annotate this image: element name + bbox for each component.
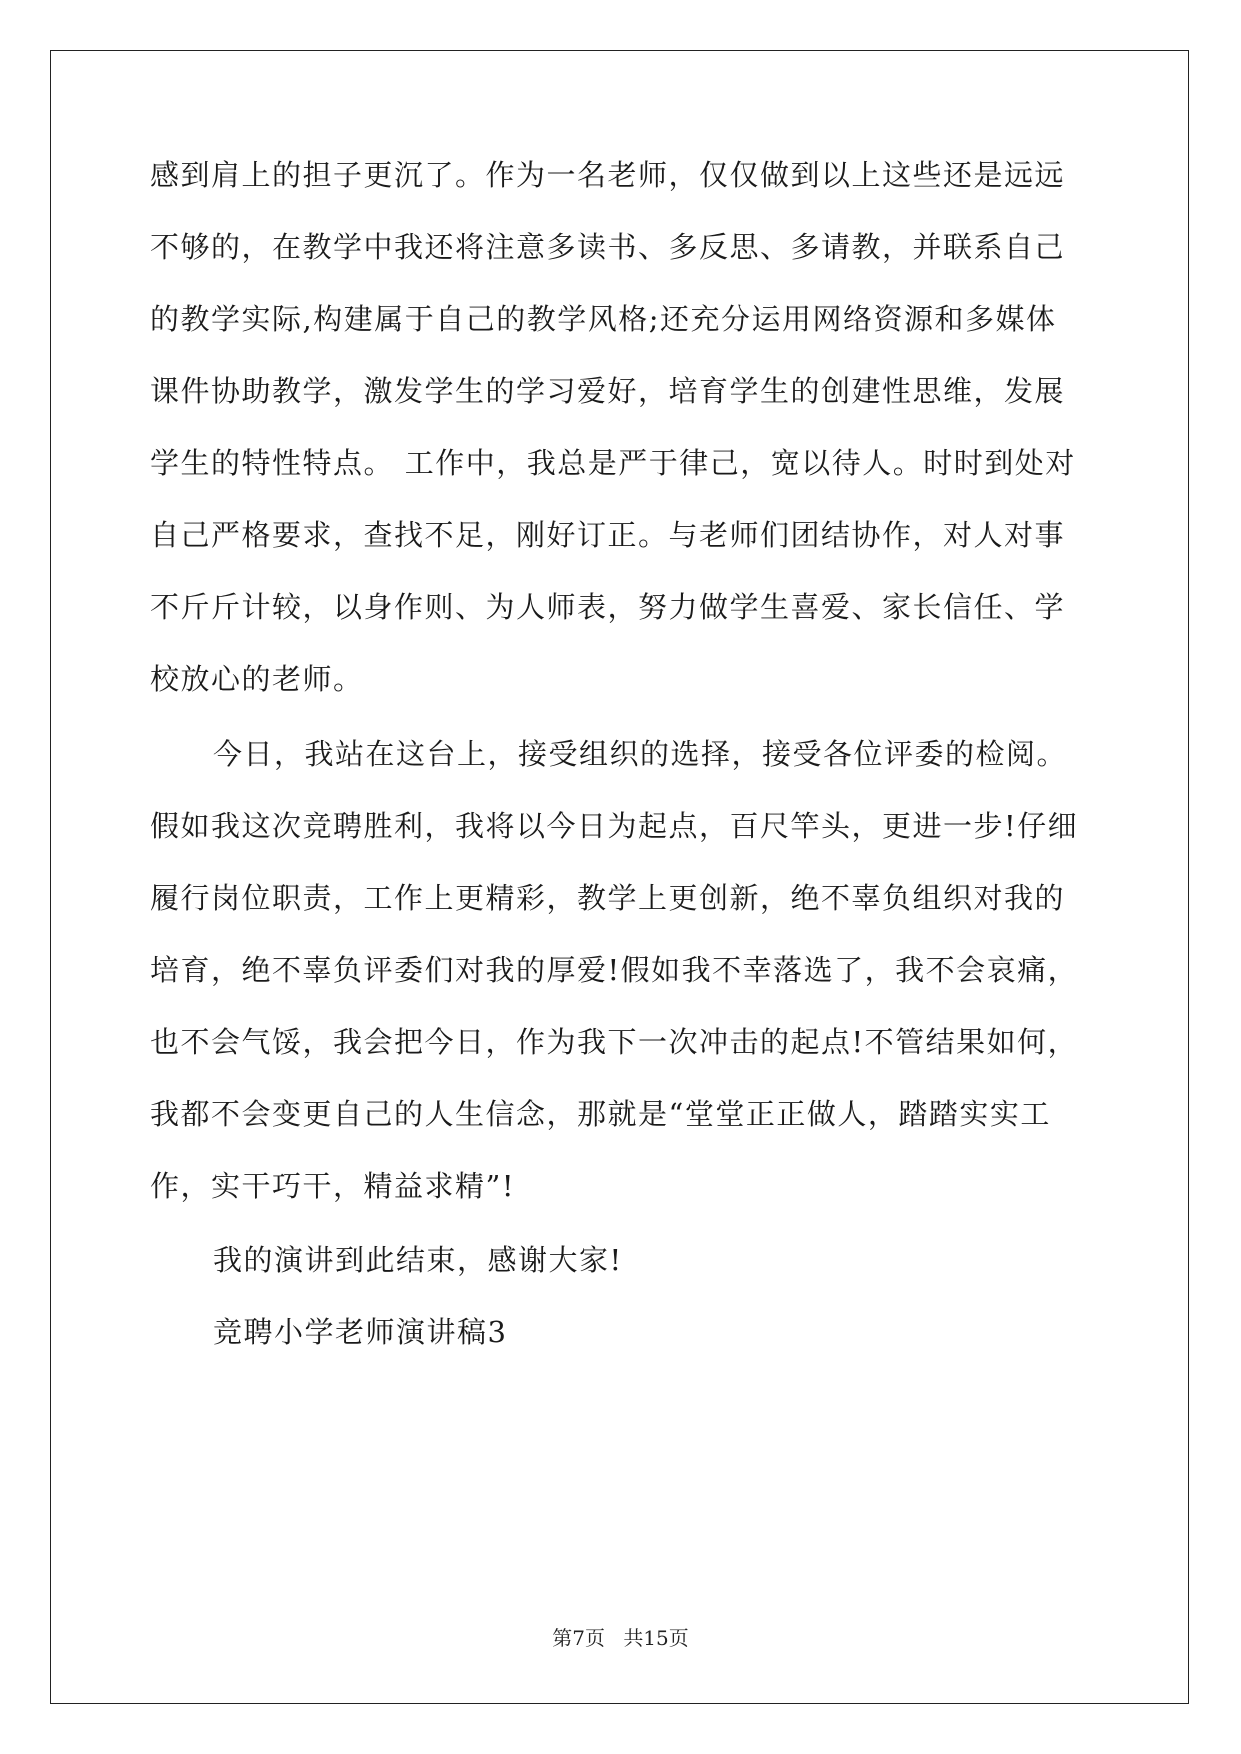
page-footer [0, 1625, 1241, 1651]
body-line: 课件协助教学，激发学生的学习爱好，培育学生的创建性思维，发展 [150, 374, 1066, 408]
body-line: 学生的特性特点。 工作中，我总是严于律己，宽以待人。时时到处对 [150, 446, 1076, 480]
body-line: 感到肩上的担子更沉了。作为一名老师，仅仅做到以上这些还是远远 [150, 158, 1066, 192]
body-line: 的教学实际,构建属于自己的教学风格;还充分运用网络资源和多媒体 [150, 302, 1057, 336]
body-line: 假如我这次竞聘胜利，我将以今日为起点，百尺竿头，更进一步!仔细 [150, 809, 1079, 843]
closing-line: 我的演讲到此结束，感谢大家! [213, 1243, 623, 1277]
total-pages-label: 共15页 [623, 1626, 689, 1650]
body-line: 我都不会变更自己的人生信念，那就是“堂堂正正做人，踏踏实实工 [150, 1097, 1051, 1131]
body-line: 作，实干巧干，精益求精”! [150, 1169, 515, 1203]
body-line: 履行岗位职责，工作上更精彩，教学上更创新，绝不辜负组织对我的 [150, 881, 1066, 915]
body-line: 培育，绝不辜负评委们对我的厚爱!假如我不幸落选了，我不会哀痛， [150, 953, 1079, 987]
section-heading: 竞聘小学老师演讲稿3 [213, 1315, 508, 1349]
paragraph-start-line: 今日，我站在这台上，接受组织的选择，接受各位评委的检阅。 [213, 737, 1068, 771]
body-line: 不斤斤计较，以身作则、为人师表，努力做学生喜爱、家长信任、学 [150, 590, 1066, 624]
current-page-label: 第7页 [552, 1626, 605, 1650]
body-line: 校放心的老师。 [150, 662, 364, 696]
body-line: 不够的，在教学中我还将注意多读书、多反思、多请教，并联系自己 [150, 230, 1066, 264]
body-line: 也不会气馁，我会把今日，作为我下一次冲击的起点!不管结果如何， [150, 1025, 1079, 1059]
body-line: 自己严格要求，查找不足，刚好订正。与老师们团结协作，对人对事 [150, 518, 1066, 552]
